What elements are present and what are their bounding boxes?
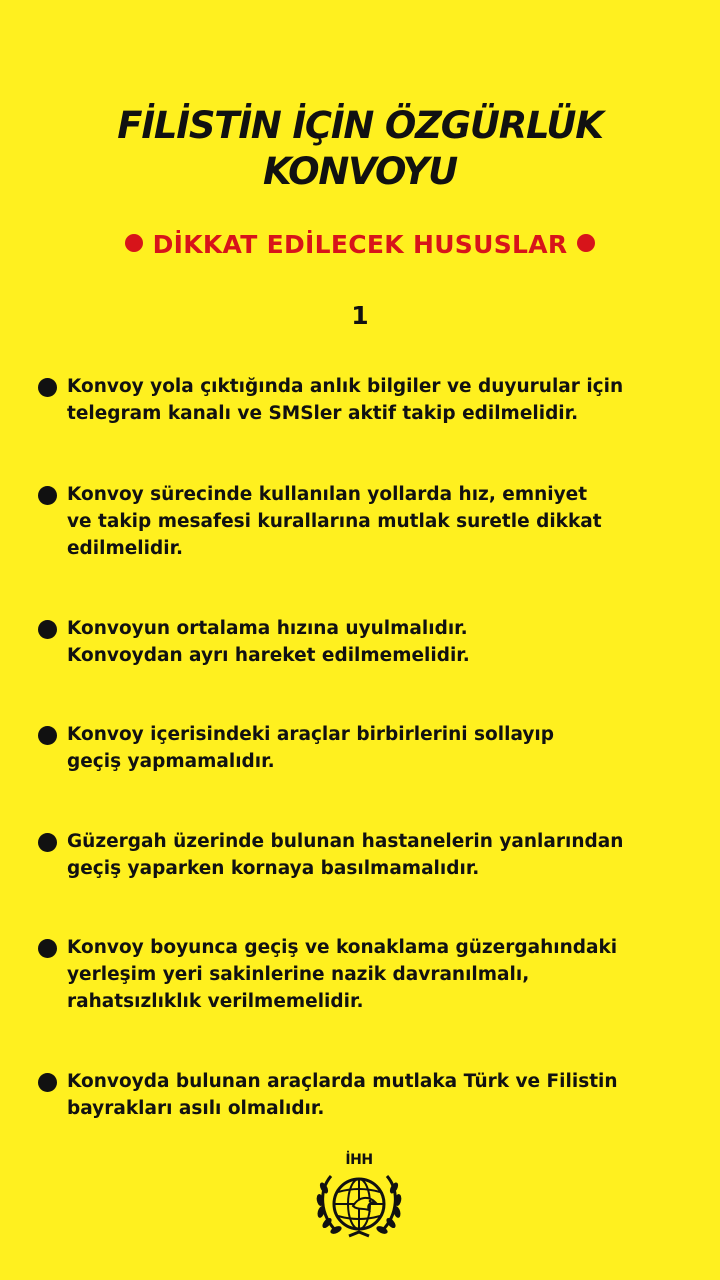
bullet-icon [38,486,57,505]
logo-wordmark: İHH [345,1152,373,1168]
bullet-icon [38,620,57,639]
section-heading-label: DİKKAT EDİLECEK HUSUSLAR [152,230,568,259]
rule-item [38,373,648,427]
rule-text: Güzergah üzerinde bulunan hastanelerin yanlarından geçiş yaparken kornaya basılmamalıdır. [67,831,624,879]
rule-item [38,828,648,882]
rule-text: Konvoyda bulunan araçlarda mutlaka Türk ve Filistin bayrakları asılı olmalıdır. [67,1071,618,1119]
rule-item [38,481,648,562]
bullet-icon [38,833,57,852]
rule-item [38,615,648,669]
title-line-1: FİLİSTİN İÇİN ÖZGÜRLÜK [117,104,603,147]
globe-dove-wreath-icon [311,1166,407,1242]
red-dot-icon [125,234,143,252]
bullet-icon [38,939,57,958]
rule-text: Konvoy yola çıktığında anlık bilgiler ve duyurular için telegram kanalı ve SMSler aktif takip edilmelidir. [67,376,624,424]
bullet-icon [38,378,57,397]
title-line-2: KONVOYU [263,150,457,193]
ihh-logo [311,1152,407,1242]
rule-text: Konvoyun ortalama hızına uyulmalıdır. Konvoydan ayrı hareket edilmemelidir. [67,618,470,666]
rule-text: Konvoy içerisindeki araçlar birbirlerini sollayıp geçiş yapmamalıdır. [67,724,555,772]
rule-item [38,1068,648,1122]
rule-text: Konvoy sürecinde kullanılan yollarda hız, emniyet ve takip mesafesi kurallarına mutlak suretle dikkat edilmelidir. [67,484,602,559]
bullet-icon [38,726,57,745]
page-title [0,103,720,195]
rule-text: Konvoy boyunca geçiş ve konaklama güzergahındaki yerleşim yeri sakinlerine nazik davranılmalı, rahatsızlıklık verilmemelidir. [67,937,618,1012]
bullet-icon [38,1073,57,1092]
rule-item [38,934,648,1015]
red-dot-icon [577,234,595,252]
rule-item [38,721,648,775]
section-heading [0,228,720,262]
page-number: 1 [351,301,369,330]
